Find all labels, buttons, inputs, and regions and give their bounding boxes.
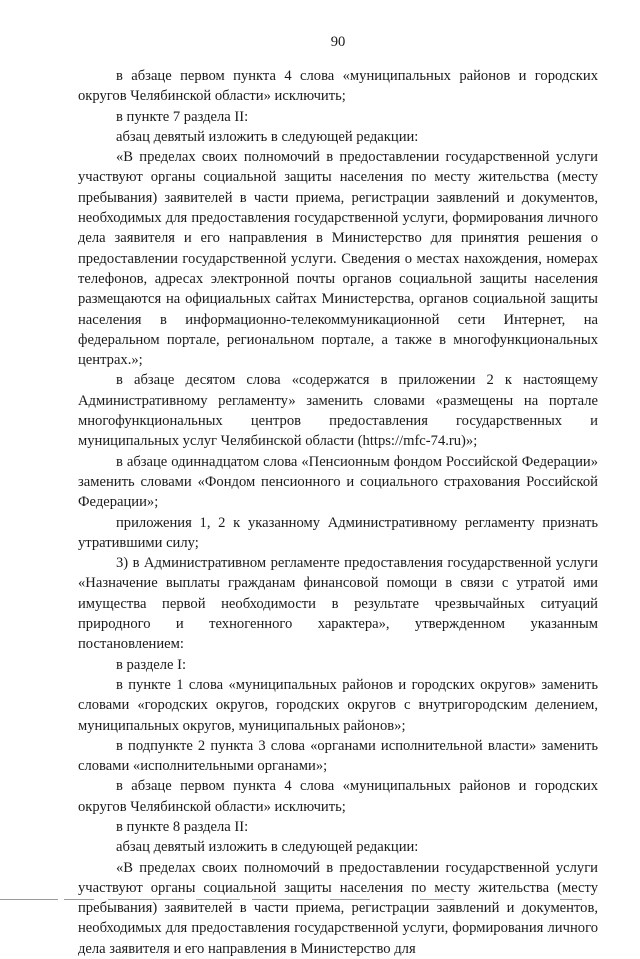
paragraph: в абзаце десятом слова «содержатся в приложении 2 к настоящему Административному регламенту» заменить словами «размещены на портале многофункциональных центров предоставления государственных и муниципальных услуг Челябинской области (https://mfc-74.ru)»; [78,372,598,450]
paragraph: в пункте 7 раздела II: [116,108,249,125]
paragraph: в пункте 1 слова «муниципальных районов и городских округов» заменить словами «городских округов, городских округов с внутригородским делением, муниципальных округов, муниципальных районов»; [78,676,598,734]
paragraph: абзац девятый изложить в следующей редакции: [116,839,419,856]
paragraph: абзац девятый изложить в следующей редакции: [116,128,419,145]
paragraph: «В пределах своих полномочий в предоставлении государственной услуги участвуют органы социальной защиты населения по месту жительства (месту пребывания) заявителей в части приема, регистрации заявлений и документов, необходимых для предоставления государственной услуги, формирования личного дела заявителя и его направления в Министерство для принятия решения о предоставлении государственной услуги. Сведения о местах нахождения, номерах телефонов, адресах электронной почты органов социальной защиты населения размещаются на официальных сайтах Министерства, органов социальной защиты населения в информационно-телекоммуникационной сети Интернет, на федеральном портале, региональном портале, а также в многофункциональных центрах.»; [78,149,598,369]
paragraph: в подпункте 2 пункта 3 слова «органами исполнительной власти» заменить словами «исполнительными органами»; [78,737,598,775]
page-number: 90 [330,34,346,50]
paragraph: «В пределах своих полномочий в предоставлении государственной услуги участвуют органы социальной защиты населения по месту жительства (месту пребывания) заявителей в части приема, регистрации заявлений и документов, необходимых для предоставления государственной услуги, формирования личного дела заявителя и его направления в Министерство для [78,859,598,957]
paragraph: 3) в Административном регламенте предоставления государственной услуги «Назначение выплаты гражданам финансовой помощи в связи с утратой ими имущества первой необходимости в результате чрезвычайных ситуаций природного и техногенного характера», утвержденном указанным постановлением: [78,555,598,653]
paragraph: в пункте 8 раздела II: [116,818,249,835]
scan-edge-artifact [0,895,640,905]
paragraph: в абзаце одиннадцатом слова «Пенсионным фондом Российской Федерации» заменить словами «Фондом пенсионного и социального страхования Российской Федерации»; [78,453,598,511]
document-page [78,32,598,959]
paragraph: в абзаце первом пункта 4 слова «муниципальных районов и городских округов Челябинской области» исключить; [78,778,598,815]
paragraph: в разделе I: [116,656,187,673]
paragraph: приложения 1, 2 к указанному Административному регламенту признать утратившими силу; [78,514,598,551]
paragraph: в абзаце первом пункта 4 слова «муниципальных районов и городских округов Челябинской области» исключить; [78,68,598,105]
